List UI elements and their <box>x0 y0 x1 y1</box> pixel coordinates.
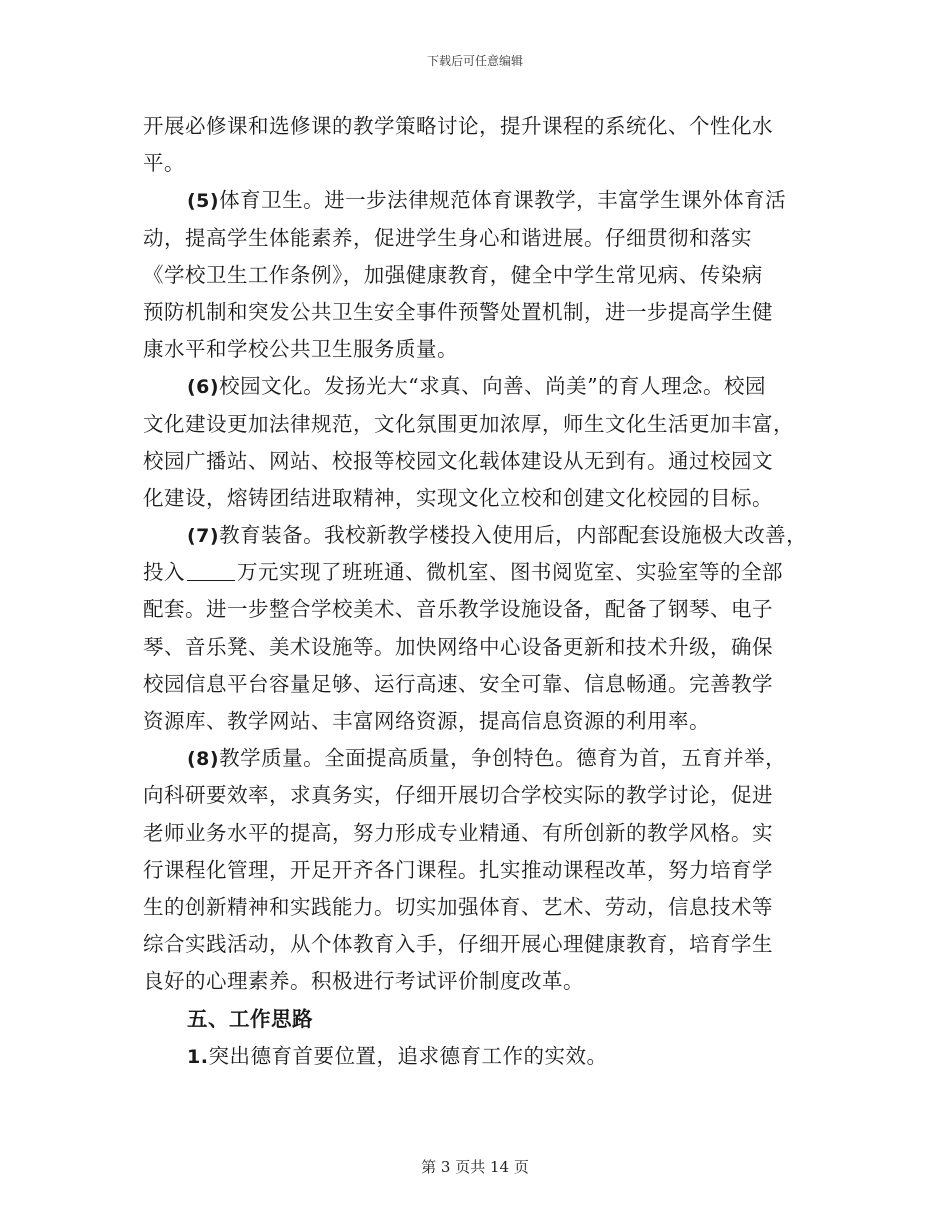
section-heading: 五、工作思路 <box>187 1006 313 1031</box>
body-line: 动，提高学生体能素养，促进学生身心和谐进展。仔细贯彻和落实 <box>143 225 752 250</box>
body-line: 老师业务水平的提高，努力形成专业精通、有所创新的教学风格。实 <box>143 820 773 845</box>
body-line: 琴、音乐凳、美术设施等。加快网络中心设备更新和技术升级，确保 <box>143 634 773 659</box>
item-heading-line <box>143 368 823 405</box>
body-line: 《学校卫生工作条例》，加强健康教育，健全中学生常见病、传染病 <box>143 262 763 287</box>
body-line: 校园信息平台容量足够、运行高速、安全可靠、信息畅通。完善教学 <box>143 671 773 696</box>
body-line: 校园广播站、网站、校报等校园文化载体建设从无到有。通过校园文 <box>143 448 773 473</box>
item-text: 教育装备。我校新教学楼投入使用后，内部配套设施极大改善， <box>219 523 808 548</box>
body-line <box>143 554 823 591</box>
item-text: 体育卫生。进一步法律规范体育课教学，丰富学生课外体育活 <box>219 188 787 213</box>
page-footer: 第 3 页共 14 页 <box>421 1158 529 1176</box>
body-line: 预防机制和突发公共卫生安全事件预警处置机制，进一步提高学生健 <box>143 299 773 324</box>
item-text: 突出德育首要位置，追求德育工作的实效。 <box>208 1043 608 1068</box>
body-line: 资源库、教学网站、丰富网络资源，提高信息资源的利用率。 <box>143 709 710 733</box>
page-header: 下载后可任意编辑 <box>426 54 523 68</box>
item-heading-line <box>143 182 823 219</box>
body-line: 化建设，熔铸团结进取精神，实现文化立校和创建文化校园的目标。 <box>143 485 773 510</box>
line-suffix: 万元实现了班班通、微机室、图书阅览室、实验室等的全部 <box>237 560 783 585</box>
subsection-line <box>143 1038 823 1075</box>
body-line: 良好的心理素养。积极进行考试评价制度改革。 <box>143 969 584 994</box>
line-prefix: 投入 <box>143 560 185 585</box>
body-line: 生的创新精神和实践能力。切实加强体育、艺术、劳动，信息技术等 <box>143 894 773 919</box>
body-line: 康水平和学校公共卫生服务质量。 <box>143 337 458 362</box>
item-text: 教学质量。全面提高质量，争创特色。德育为首，五育并举， <box>219 746 787 771</box>
item-text: 校园文化。发扬光大“求真、向善、尚美”的育人理念。校园 <box>219 374 767 399</box>
body-line: 向科研要效率，求真务实，仔细开展切合学校实际的教学讨论，促进 <box>143 783 773 808</box>
body-line: 配套。进一步整合学校美术、音乐教学设施设备，配备了钢琴、电子 <box>143 597 773 622</box>
item-number: (6) <box>187 376 220 399</box>
fill-in-blank <box>187 560 235 581</box>
item-heading-line <box>143 740 823 777</box>
body-line: 开展必修课和选修课的教学策略讨论，提升课程的系统化、个性化水 <box>143 114 773 138</box>
item-number: (7) <box>187 525 220 548</box>
item-number: (5) <box>187 190 220 213</box>
body-line: 行课程化管理，开足开齐各门课程。扎实推动课程改革，努力培育学 <box>143 857 773 882</box>
document-body <box>143 108 823 1075</box>
body-line: 平。 <box>143 151 185 176</box>
item-number: 1. <box>187 1045 209 1068</box>
item-heading-line <box>143 517 823 554</box>
body-line: 综合实践活动，从个体教育入手，仔细开展心理健康教育，培育学生 <box>143 932 773 957</box>
body-line: 文化建设更加法律规范，文化氛围更加浓厚，师生文化生活更加丰富， <box>143 411 794 436</box>
item-number: (8) <box>187 748 220 771</box>
